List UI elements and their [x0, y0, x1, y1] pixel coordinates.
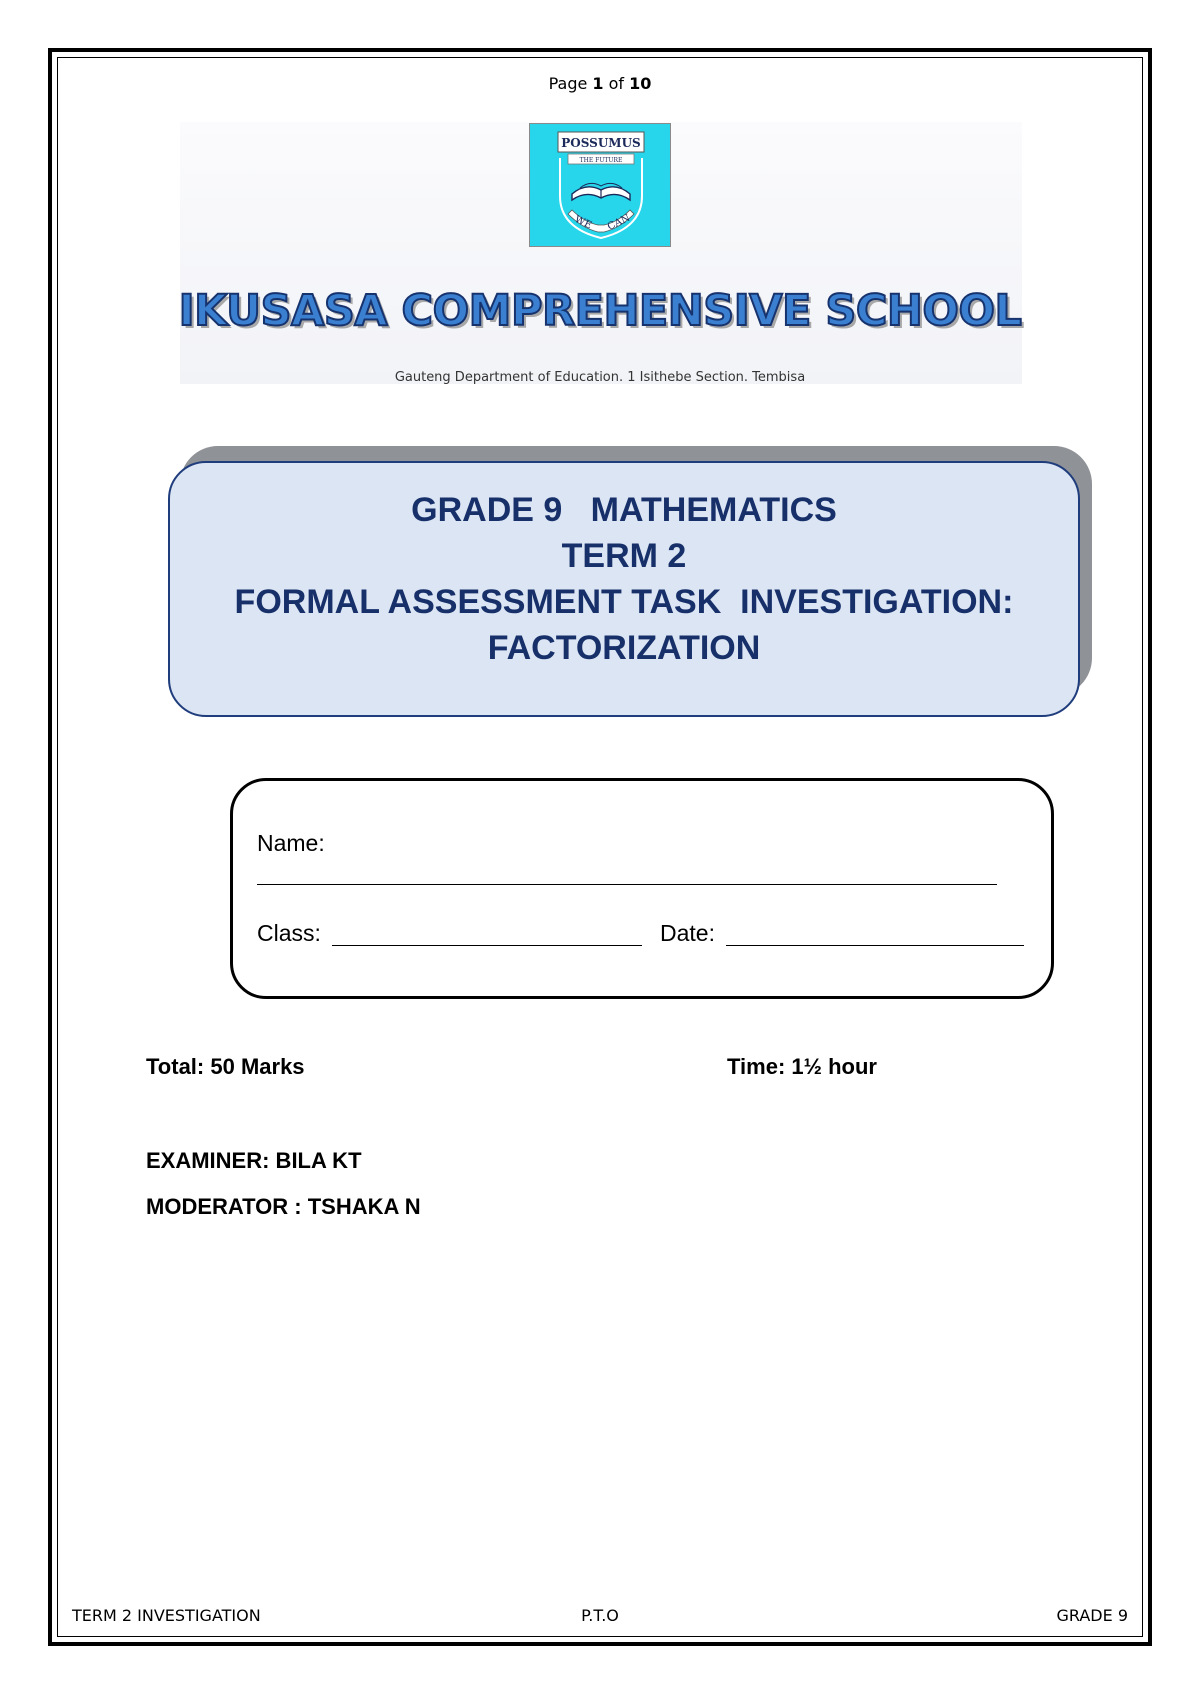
date-field[interactable] — [726, 945, 1024, 946]
footer-right: GRADE 9 — [1056, 1606, 1128, 1625]
name-field[interactable] — [257, 884, 997, 885]
footer-center: P.T.O — [581, 1606, 619, 1625]
date-label: Date: — [660, 920, 715, 946]
learner-details-box — [230, 778, 1054, 999]
school-crest-logo — [529, 123, 671, 247]
title-subject: GRADE 9 MATHEMATICS — [411, 491, 837, 529]
time-allowed: Time: 1½ hour — [727, 1054, 877, 1079]
class-label: Class: — [257, 920, 321, 946]
title-topic: FACTORIZATION — [487, 629, 761, 667]
class-field[interactable] — [332, 945, 642, 946]
crest-motto-top: POSSUMUS — [561, 136, 641, 150]
page-prefix: Page — [548, 74, 588, 93]
crest-motto-right: CAN — [605, 212, 632, 233]
name-label: Name: — [257, 830, 325, 856]
title-task: FORMAL ASSESSMENT TASK INVESTIGATION: — [234, 583, 1014, 621]
title-term: TERM 2 — [561, 537, 687, 575]
page-number — [0, 74, 1200, 93]
crest-motto-sub: THE FUTURE — [579, 157, 623, 164]
page-of: of — [608, 74, 625, 93]
total-marks: Total: 50 Marks — [146, 1054, 305, 1079]
page-total: 10 — [629, 74, 652, 93]
page-current: 1 — [592, 74, 604, 93]
moderator: MODERATOR : TSHAKA N — [146, 1194, 421, 1219]
examiner: EXAMINER: BILA KT — [146, 1148, 362, 1173]
crest-motto-left: WE — [572, 214, 594, 232]
school-address: Gauteng Department of Education. 1 Isithebe Section. Tembisa — [394, 370, 806, 385]
school-name: IKUSASA COMPREHENSIVE SCHOOL — [178, 286, 1022, 336]
footer-left: TERM 2 INVESTIGATION — [72, 1606, 261, 1625]
